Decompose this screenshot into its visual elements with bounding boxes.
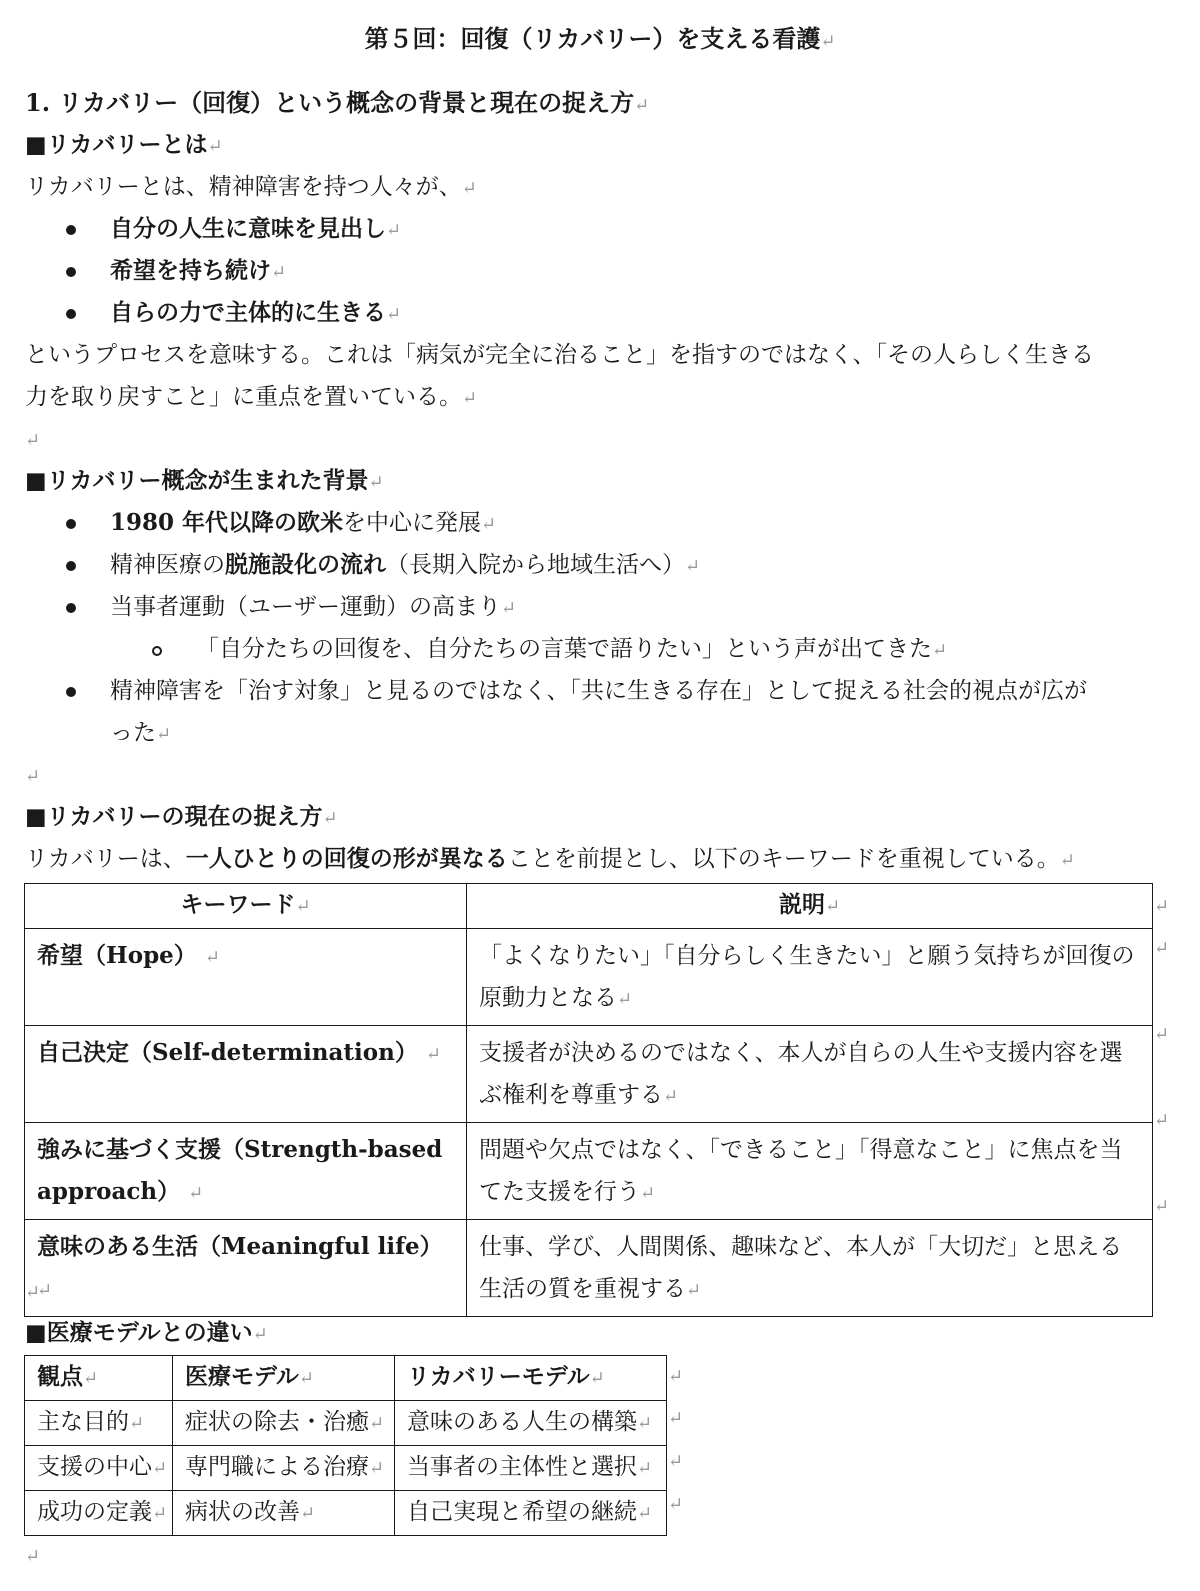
subheading-what-is-recovery: ■リカバリーとは↵ xyxy=(25,131,223,158)
table-cell: 意味のある人生の構築↵ xyxy=(395,1401,667,1446)
empty-paragraph: ↵ xyxy=(25,1546,41,1567)
bullet-dot xyxy=(66,309,76,319)
bullet-dot xyxy=(66,603,76,613)
list-item-continued: った↵ xyxy=(110,720,172,746)
list-item: 精神障害を「治す対象」と見るのではなく、「共に生きる存在」として捉える社会的視点が広が xyxy=(110,678,1088,704)
table-row xyxy=(25,1220,1153,1317)
comparison-table xyxy=(24,1355,667,1536)
table-cell: 当事者の主体性と選択↵ xyxy=(395,1446,667,1491)
table-row xyxy=(25,1026,1153,1123)
row-end-mark: ↵ xyxy=(668,1451,684,1472)
recovery-paragraph-line1: というプロセスを意味する。これは「病気が完全に治ること」を指すのではなく、「その人らしく生きる xyxy=(25,342,1095,368)
table-cell: 成功の定義↵ xyxy=(25,1491,173,1536)
recovery-paragraph-line2: 力を取り戻すこと」に重点を置いている。↵ xyxy=(25,384,478,410)
section-heading: 1. リカバリー（回復）という概念の背景と現在の捉え方↵ xyxy=(25,88,650,117)
table-header-row xyxy=(25,884,1153,929)
row-end-mark: ↵ xyxy=(1154,1110,1170,1131)
table-cell: 自己実現と希望の継続↵ xyxy=(395,1491,667,1536)
keyword-cell: 希望（Hope） ↵ xyxy=(25,929,467,1026)
list-item: 自らの力で主体的に生きる↵ xyxy=(110,299,402,326)
row-end-mark: ↵ xyxy=(668,1494,684,1515)
subheading-current-view: ■リカバリーの現在の捉え方↵ xyxy=(25,803,338,830)
table-header-cell: 観点↵ xyxy=(25,1356,173,1401)
table-cell: 症状の除去・治癒↵ xyxy=(173,1401,395,1446)
empty-paragraph: ↵ xyxy=(25,1282,41,1303)
table-header-cell: リカバリーモデル↵ xyxy=(395,1356,667,1401)
description-cell: 問題や欠点ではなく、「できること」「得意なこと」に焦点を当てた支援を行う↵ xyxy=(467,1123,1153,1220)
list-item: 1980 年代以降の欧米を中心に発展↵ xyxy=(110,509,497,536)
keyword-cell: 強みに基づく支援（Strength-based approach） ↵ xyxy=(25,1123,467,1220)
table-header-row xyxy=(25,1356,667,1401)
keyword-cell: 意味のある生活（Meaningful life） ↵ xyxy=(25,1220,467,1317)
table-row xyxy=(25,1401,667,1446)
row-end-mark: ↵ xyxy=(668,1408,684,1429)
description-cell: 「よくなりたい」「自分らしく生きたい」と願う気持ちが回復の原動力となる↵ xyxy=(467,929,1153,1026)
subheading-background: ■リカバリー概念が生まれた背景↵ xyxy=(25,467,384,494)
table-header-cell: 医療モデル↵ xyxy=(173,1356,395,1401)
sub-list-item: 「自分たちの回復を、自分たちの言葉で語りたい」という声が出てきた↵ xyxy=(196,636,948,662)
row-end-mark: ↵ xyxy=(1154,938,1170,959)
recovery-intro: リカバリーとは、精神障害を持つ人々が、↵ xyxy=(25,174,477,200)
table-cell: 専門職による治療↵ xyxy=(173,1446,395,1491)
current-view-intro: リカバリーは、一人ひとりの回復の形が異なることを前提とし、以下のキーワードを重視している。↵ xyxy=(25,845,1075,872)
table-row xyxy=(25,929,1153,1026)
bullet-dot xyxy=(66,561,76,571)
bullet-dot xyxy=(66,687,76,697)
list-item: 希望を持ち続け↵ xyxy=(110,257,287,284)
bullet-dot xyxy=(66,267,76,277)
row-end-mark: ↵ xyxy=(1154,1196,1170,1217)
empty-paragraph: ↵ xyxy=(25,766,41,787)
table-cell: 病状の改善↵ xyxy=(173,1491,395,1536)
list-item: 自分の人生に意味を見出し↵ xyxy=(110,215,402,242)
table-header-cell: 説明↵ xyxy=(467,884,1153,929)
description-cell: 支援者が決めるのではなく、本人が自らの人生や支援内容を選ぶ権利を尊重する↵ xyxy=(467,1026,1153,1123)
bullet-dot xyxy=(66,519,76,529)
table-cell: 支援の中心↵ xyxy=(25,1446,173,1491)
table-row xyxy=(25,1123,1153,1220)
list-item: 精神医療の脱施設化の流れ（長期入院から地域生活へ）↵ xyxy=(110,551,701,578)
empty-paragraph: ↵ xyxy=(25,430,41,451)
subheading-medical-model: ■医療モデルとの違い↵ xyxy=(25,1319,268,1346)
row-end-mark: ↵ xyxy=(1154,1024,1170,1045)
sub-bullet-circle xyxy=(152,646,162,656)
table-cell: 主な目的↵ xyxy=(25,1401,173,1446)
keyword-cell: 自己決定（Self-determination） ↵ xyxy=(25,1026,467,1123)
table-row xyxy=(25,1446,667,1491)
description-cell: 仕事、学び、人間関係、趣味など、本人が「大切だ」と思える生活の質を重視する↵ xyxy=(467,1220,1153,1317)
table-row xyxy=(25,1491,667,1536)
table-header-cell: キーワード↵ xyxy=(25,884,467,929)
list-item: 当事者運動（ユーザー運動）の高まり↵ xyxy=(110,594,517,620)
keyword-table xyxy=(24,883,1153,1317)
row-end-mark: ↵ xyxy=(668,1366,684,1387)
bullet-dot xyxy=(66,225,76,235)
row-end-mark: ↵ xyxy=(1154,896,1170,917)
page-title: 第５回：回復（リカバリー）を支える看護↵ xyxy=(364,24,836,53)
